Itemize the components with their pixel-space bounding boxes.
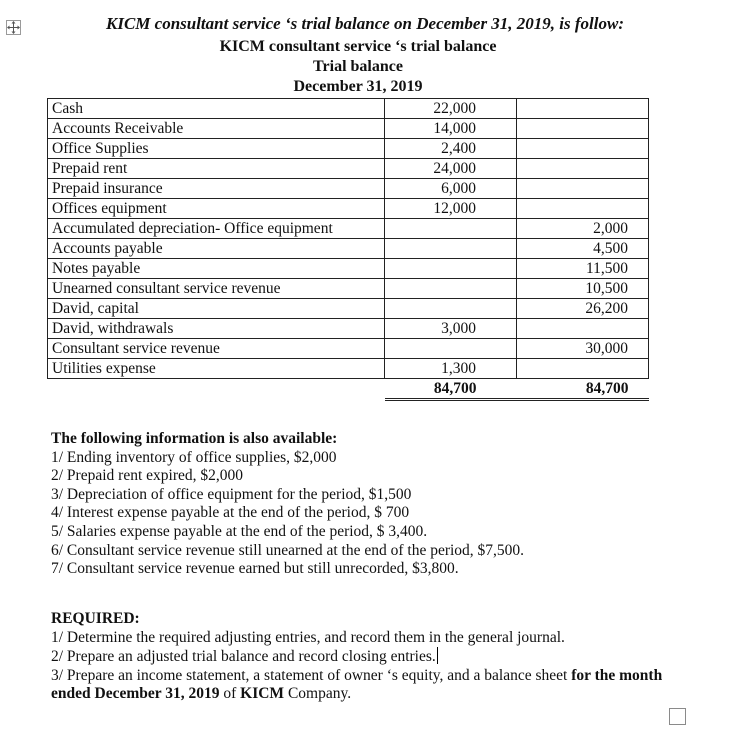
required-item3-end: Company. <box>284 685 352 703</box>
credit-amount <box>517 319 649 339</box>
account-name: Utilities expense <box>48 359 385 379</box>
account-name: Notes payable <box>48 259 385 279</box>
credit-amount <box>517 359 649 379</box>
debit-amount: 1,300 <box>385 359 517 379</box>
required-section <box>51 610 691 704</box>
debit-amount <box>385 239 517 259</box>
account-name: Accounts payable <box>48 239 385 259</box>
debit-amount: 12,000 <box>385 199 517 219</box>
debit-amount <box>385 259 517 279</box>
table-row <box>48 299 649 319</box>
debit-amount <box>385 279 517 299</box>
required-item3-of: of <box>219 685 241 703</box>
credit-amount <box>517 119 649 139</box>
info-item: 4/ Interest expense payable at the end of the period, $ 700 <box>51 504 410 522</box>
totals-row <box>48 379 649 400</box>
required-item3-period: for the month ended December 31, 2019 <box>51 666 663 703</box>
debit-amount <box>385 339 517 359</box>
account-name: Offices equipment <box>48 199 385 219</box>
account-name: Accumulated depreciation- Office equipment <box>48 219 385 239</box>
debit-amount: 6,000 <box>385 179 517 199</box>
trial-balance-table <box>47 98 649 401</box>
debit-amount: 3,000 <box>385 319 517 339</box>
debit-amount: 24,000 <box>385 159 517 179</box>
report-subtitle: Trial balance <box>313 58 403 75</box>
info-item: 2/ Prepaid rent expired, $2,000 <box>51 467 243 485</box>
info-item: 7/ Consultant service revenue earned but still unrecorded, $3,800. <box>51 560 459 578</box>
account-name: Consultant service revenue <box>48 339 385 359</box>
totals-spacer <box>48 379 385 400</box>
account-name: Accounts Receivable <box>48 119 385 139</box>
account-name: Cash <box>48 99 385 119</box>
checkbox-icon[interactable] <box>669 708 686 725</box>
info-item: 1/ Ending inventory of office supplies, $2,000 <box>51 448 337 466</box>
table-row <box>48 199 649 219</box>
account-name: Prepaid rent <box>48 159 385 179</box>
required-item-with-cursor[interactable] <box>51 647 691 667</box>
required-item <box>51 667 691 704</box>
credit-amount <box>517 159 649 179</box>
required-item3-company-name: KICM <box>240 685 285 703</box>
credit-amount: 2,000 <box>517 219 649 239</box>
account-name: Prepaid insurance <box>48 179 385 199</box>
text-cursor <box>437 647 438 664</box>
table-row <box>48 279 649 299</box>
account-name: David, withdrawals <box>48 319 385 339</box>
table-row <box>48 179 649 199</box>
total-credit: 84,700 <box>517 379 649 400</box>
account-name: Unearned consultant service revenue <box>48 279 385 299</box>
table-row <box>48 159 649 179</box>
credit-amount: 26,200 <box>517 299 649 319</box>
report-title: KICM consultant service ‘s trial balance <box>219 38 497 55</box>
table-row <box>48 259 649 279</box>
debit-amount: 2,400 <box>385 139 517 159</box>
report-date: December 31, 2019 <box>293 78 423 95</box>
debit-amount <box>385 219 517 239</box>
account-name: Office Supplies <box>48 139 385 159</box>
debit-amount: 22,000 <box>385 99 517 119</box>
info-item: 3/ Depreciation of office equipment for the period, $1,500 <box>51 485 412 503</box>
credit-amount: 30,000 <box>517 339 649 359</box>
table-row <box>48 239 649 259</box>
table-row <box>48 219 649 239</box>
credit-amount: 11,500 <box>517 259 649 279</box>
credit-amount <box>517 139 649 159</box>
info-item: 6/ Consultant service revenue still unearned at the end of the period, $7,500. <box>51 541 525 559</box>
additional-info <box>51 430 711 579</box>
required-item-text: 2/ Prepare an adjusted trial balance and record closing entries. <box>51 648 436 666</box>
debit-amount: 14,000 <box>385 119 517 139</box>
required-item: 1/ Determine the required adjusting entries, and record them in the general journal. <box>51 628 565 646</box>
required-heading: REQUIRED: <box>51 610 140 627</box>
table-row <box>48 99 649 119</box>
table-row <box>48 339 649 359</box>
required-item3-text: 3/ Prepare an income statement, a statement of owner ‘s equity, and a balance sheet <box>51 666 572 684</box>
info-item: 5/ Salaries expense payable at the end of the period, $ 3,400. <box>51 522 428 540</box>
total-debit: 84,700 <box>385 379 517 400</box>
table-row <box>48 359 649 379</box>
credit-amount: 4,500 <box>517 239 649 259</box>
table-row <box>48 139 649 159</box>
credit-amount: 10,500 <box>517 279 649 299</box>
credit-amount <box>517 179 649 199</box>
intro-text: KICM consultant service ‘s trial balance on December 31, 2019, is follow: <box>105 14 625 33</box>
debit-amount <box>385 299 517 319</box>
credit-amount <box>517 99 649 119</box>
credit-amount <box>517 199 649 219</box>
account-name: David, capital <box>48 299 385 319</box>
table-row <box>48 119 649 139</box>
info-heading: The following information is also available: <box>51 430 338 447</box>
table-row <box>48 319 649 339</box>
